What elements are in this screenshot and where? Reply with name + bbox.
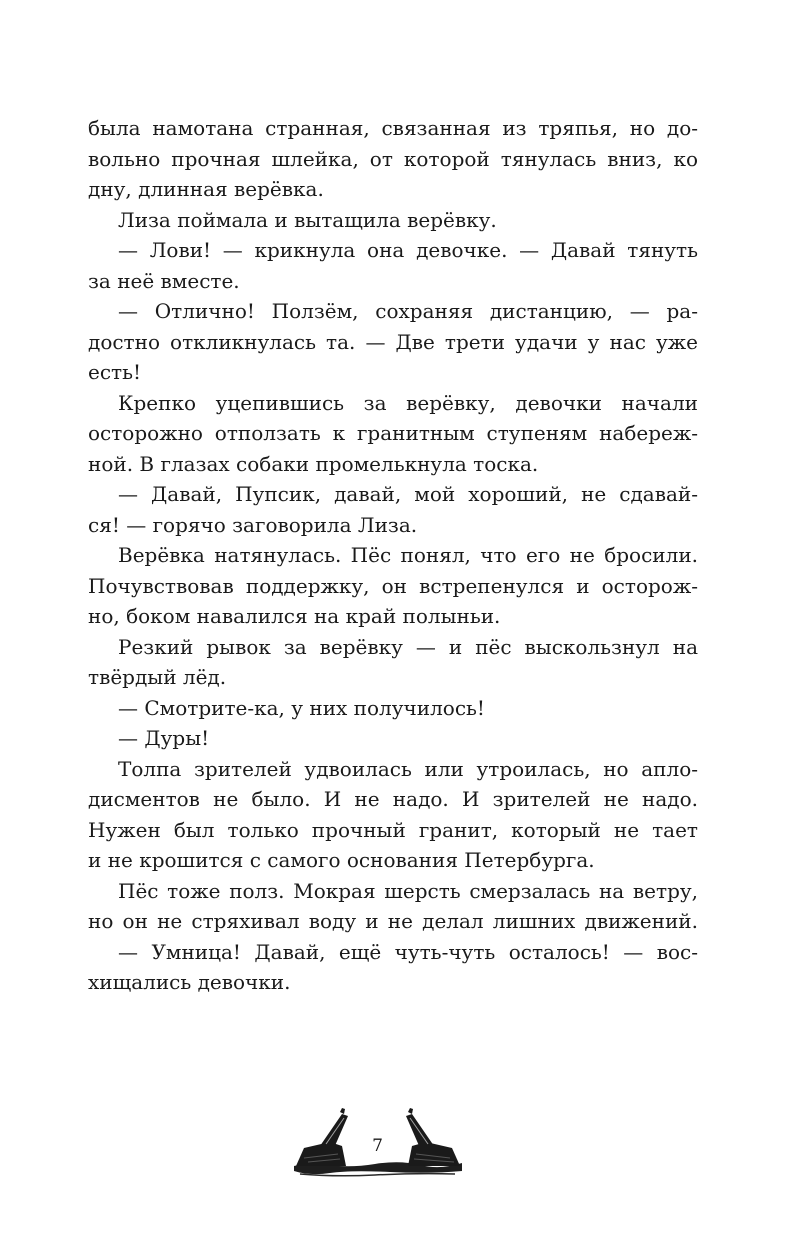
text-line: дну, длинная верёвка. (88, 177, 324, 201)
text-line: была намотана странная, связанная из тряпья, но до- (88, 116, 698, 140)
text-line: и не крошится с самого основания Петербурга. (88, 848, 595, 872)
text-line: Почувствовав поддержку, он встрепенулся и осторож- (88, 573, 698, 598)
body-text (88, 113, 698, 998)
text-line: Крепко уцепившись за верёвку, девочки начали (118, 390, 698, 415)
text-line: — Давай, Пупсик, давай, мой хороший, не сдавай- (118, 482, 698, 506)
text-line: Пёс тоже полз. Мокрая шерсть смерзалась на ветру, (118, 878, 698, 903)
text-line: Резкий рывок за верёвку — и пёс выскользнул на (118, 634, 698, 659)
text-line: достно откликнулась та. — Две трети удачи у нас уже (88, 329, 698, 354)
text-line: ся! — горячо заговорила Лиза. (88, 512, 418, 537)
text-line: — Умница! Давай, ещё чуть-чуть осталось! — вос- (118, 939, 698, 964)
text-line: — Отлично! Ползём, сохраняя дистанцию, — ра- (118, 299, 698, 323)
text-line: ной. В глазах собаки промелькнула тоска. (88, 451, 539, 476)
text-line: — Лови! — крикнула она девочке. — Давай тянуть (118, 238, 698, 262)
text-line: Толпа зрителей удвоилась или утроилась, но апло- (118, 756, 698, 781)
text-line: дисментов не было. И не надо. И зрителей не надо. (88, 787, 698, 811)
text-line: твёрдый лёд. (88, 665, 227, 689)
text-line: осторожно отползать к гранитным ступеням набереж- (88, 421, 698, 445)
text-line: Верёвка натянулась. Пёс понял, что его не бросили. (118, 543, 698, 567)
page-footer (290, 1108, 465, 1180)
text-line: хищались девочки. (88, 970, 291, 994)
text-line: но, боком навалился на край полыньи. (88, 604, 501, 628)
text-line: — Смотрите-ка, у них получилось! (118, 695, 485, 720)
text-line: — Дуры! (118, 726, 210, 750)
text-line: но он не стряхивал воду и не делал лишних движений. (88, 909, 698, 933)
text-line: вольно прочная шлейка, от которой тянулась вниз, ко (88, 146, 698, 171)
text-line: Нужен был только прочный гранит, который не тает (88, 817, 698, 842)
text-line: есть! (88, 360, 142, 384)
text-line: за неё вместе. (88, 268, 240, 293)
page-number: 7 (372, 1136, 383, 1156)
text-line: Лиза поймала и вытащила верёвку. (118, 207, 497, 232)
